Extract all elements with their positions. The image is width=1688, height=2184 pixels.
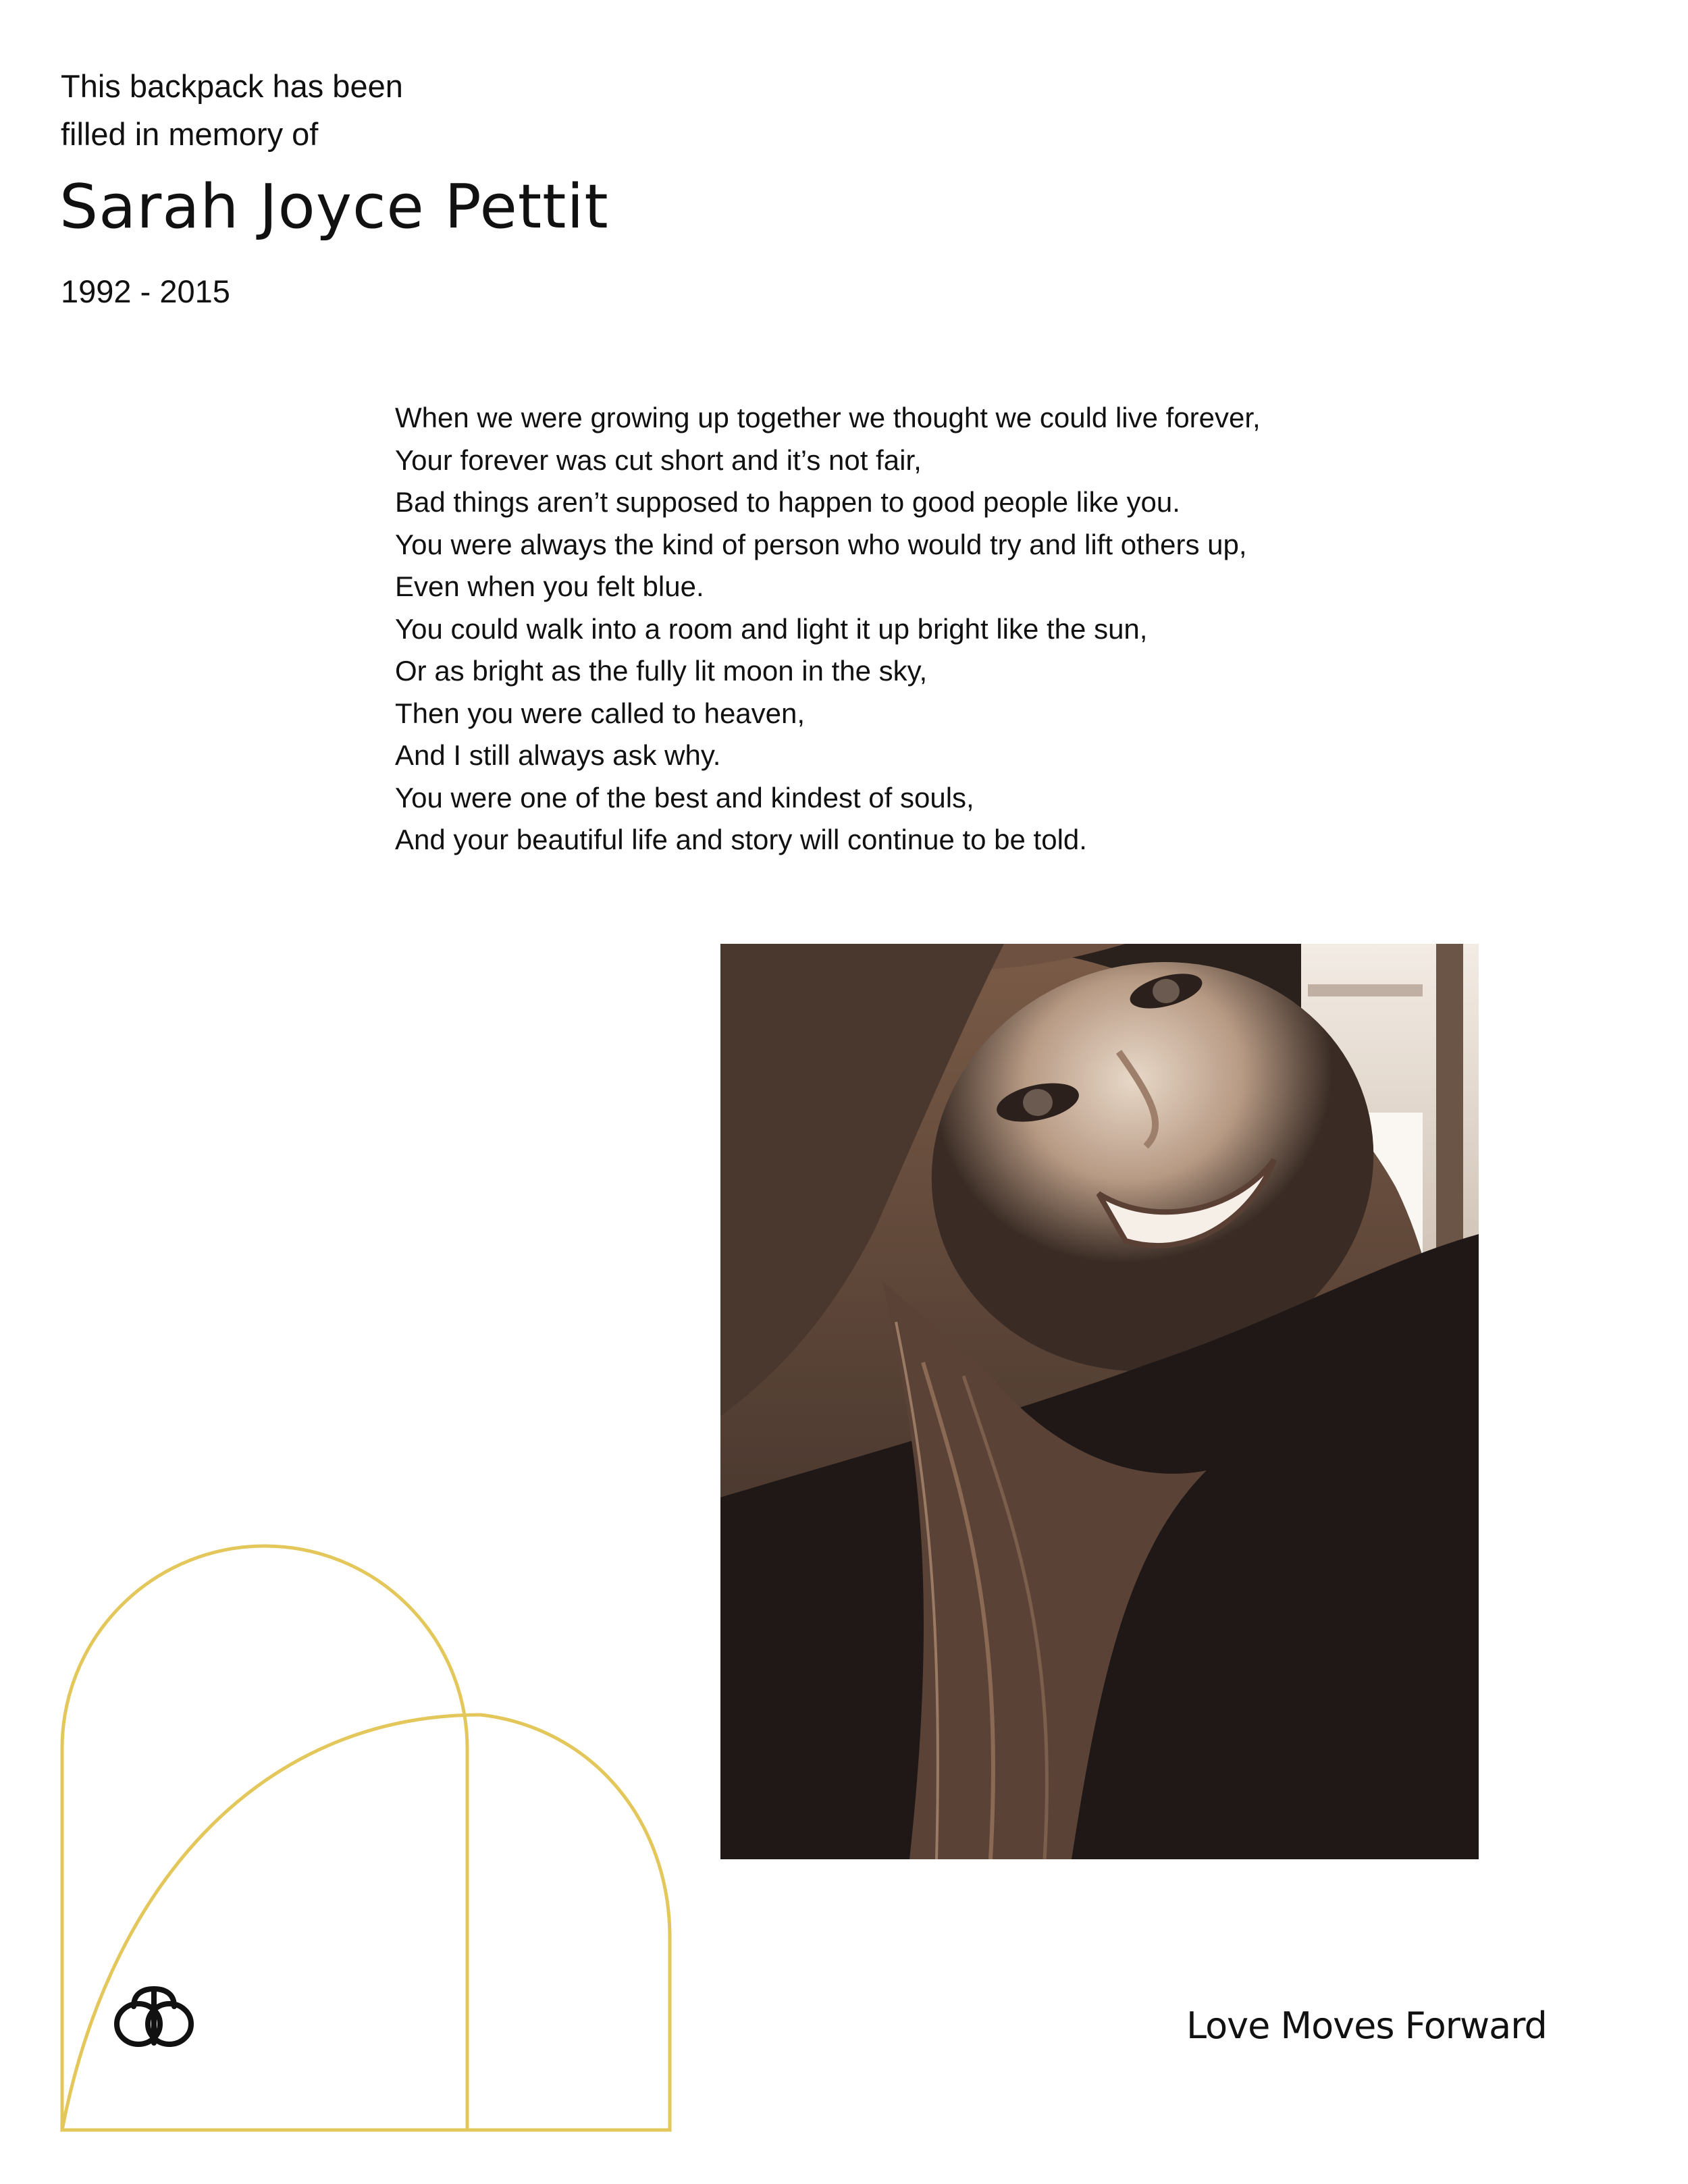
memorial-poem (395, 397, 1408, 861)
memorial-name: Sarah Joyce Pettit (59, 171, 609, 242)
memorial-intro: This backpack has been filled in memory of (61, 68, 403, 152)
poem-line: And your beautiful life and story will continue to be told. (395, 824, 1087, 855)
poem-line: Even when you felt blue. (395, 570, 704, 602)
poem-line: Then you were called to heaven, (395, 697, 806, 729)
memorial-photo (720, 944, 1479, 1859)
poem-line: Your forever was cut short and it’s not fair, (395, 444, 922, 476)
poem-line: You could walk into a room and light it up bright like the sun, (395, 612, 1148, 645)
poem-line: When we were growing up together we thought we could live forever, (395, 402, 1261, 433)
poem-line: And I still always ask why. (395, 739, 721, 771)
poem-line: Or as bright as the fully lit moon in the sky, (395, 655, 928, 687)
poem-line: Bad things aren’t supposed to happen to good people like you. (395, 486, 1180, 518)
butterfly-logo-icon (107, 1979, 201, 2054)
poem-line: You were always the kind of person who would try and lift others up, (395, 528, 1247, 560)
heart-outline-icon (0, 1472, 702, 2140)
poem-line: You were one of the best and kindest of souls, (395, 781, 974, 814)
memorial-years: 1992 - 2015 (61, 273, 230, 309)
brand-tagline: Love Moves Forward (1186, 2004, 1547, 2047)
